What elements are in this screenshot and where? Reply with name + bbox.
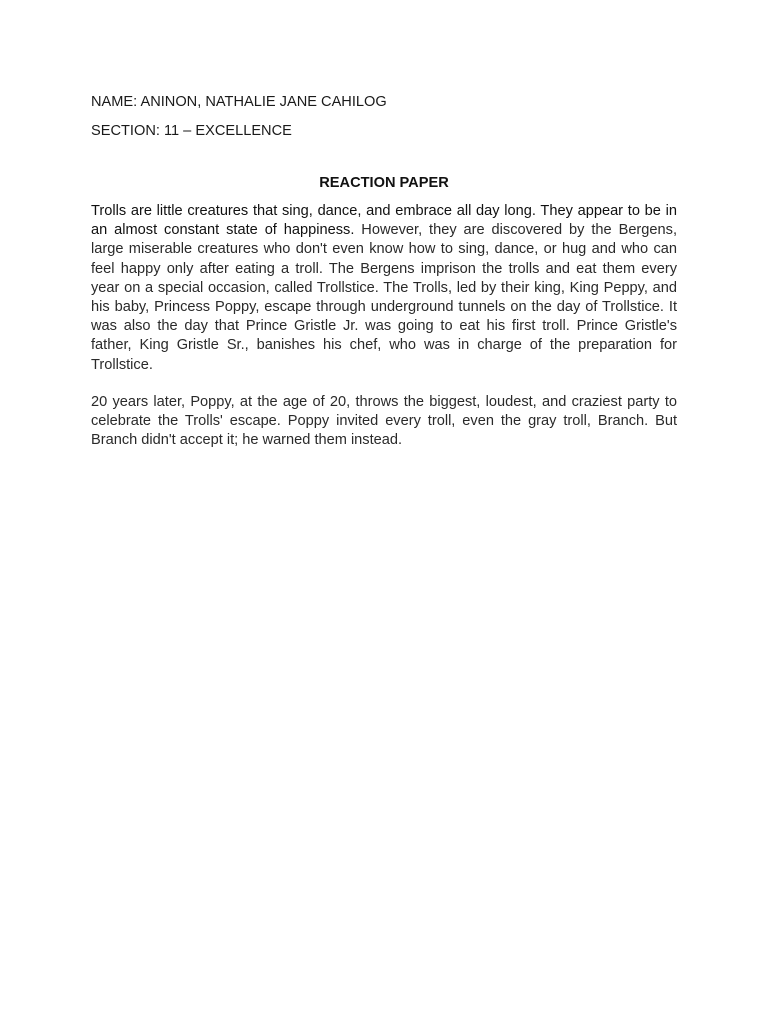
paragraph-1-rest: However, they are discovered by the Bergens, large miserable creatures who don't even know how to sing, dance, or hug and who can feel happy only after eating a troll. The Bergens imprison the trolls and eat them every year on a special occasion, called Trollstice. The Trolls, led by their king, King Peppy, and his baby, Princess Poppy, escape through underground tunnels on the day of Trollstice. It was also the day that Prince Gristle Jr. was going to eat his first troll. Prince Gristle's father, King Gristle Sr., banishes his chef, who was in charge of the preparation for Trollstice. — [91, 222, 677, 373]
paragraph-2: 20 years later, Poppy, at the age of 20, throws the biggest, loudest, and craziest party to celebrate the Trolls' escape. Poppy invited every troll, even the gray troll, Branch. But Branch didn't accept it; he warned them instead. — [91, 393, 677, 449]
name-line: NAME: ANINON, NATHALIE JANE CAHILOG — [91, 94, 387, 110]
section-line: SECTION: 11 – EXCELLENCE — [91, 123, 292, 139]
paragraph-1 — [91, 202, 677, 375]
paragraph-1-lead: Trolls are little creatures that sing, dance, and embrace all day long. They appear to be in an almost constant state of happiness. — [91, 203, 677, 239]
document-body — [91, 92, 677, 468]
document-title: REACTION PAPER — [319, 175, 449, 191]
